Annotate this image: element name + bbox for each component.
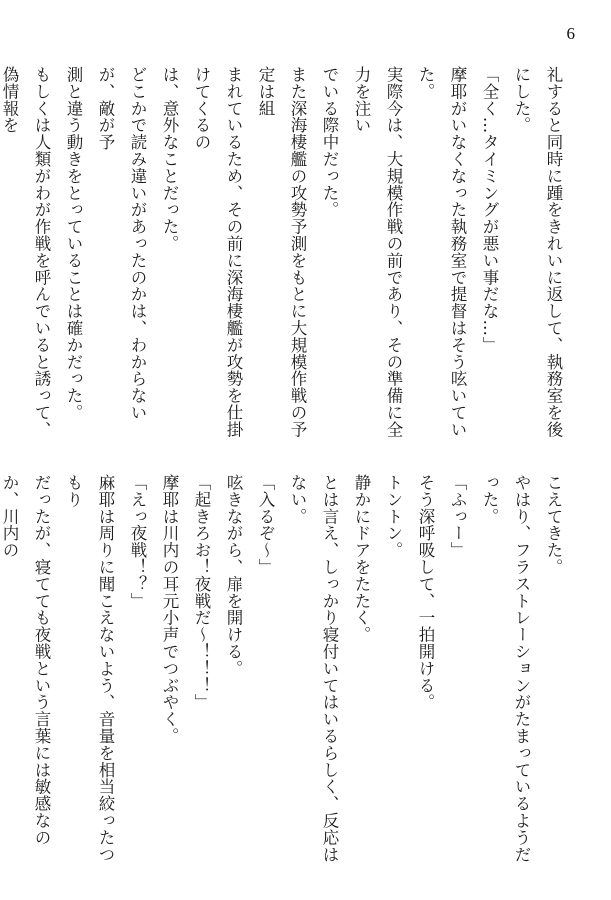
text-line: どこかで読み違いがあったのかは、わからないが、敵が予 bbox=[96, 66, 147, 421]
text-line: 「入るぞ～」 bbox=[256, 474, 275, 576]
text-line: でいる際中だった。 bbox=[320, 66, 339, 219]
lower-text-block bbox=[0, 474, 569, 874]
text-line: 「全く…タイミングが悪い事だな…」 bbox=[480, 66, 499, 354]
text-line: こえてきた。 bbox=[544, 474, 563, 576]
text-line: 実際今は、大規模作戦の前であり、その準備に全力を注い bbox=[352, 66, 403, 438]
upper-text-block bbox=[0, 66, 569, 440]
text-line: トントン。 bbox=[384, 474, 403, 559]
text-line: 「えっ夜戦！？」 bbox=[128, 474, 147, 610]
text-line: 測と違う動きをとっていることは確かだった。 bbox=[64, 66, 83, 421]
text-line: 「ふっー」 bbox=[448, 474, 467, 559]
text-line: まれているため、その前に深海棲艦が攻勢を仕掛けてくるの bbox=[192, 66, 243, 438]
text-line: 摩耶がいなくなった執務室で提督はそう呟いていた。 bbox=[416, 66, 467, 438]
text-line: 「起きろお！夜戦だ～！！！」 bbox=[192, 474, 211, 711]
text-line: やはり、フラストレーションがたまっているようだった。 bbox=[480, 474, 531, 863]
text-line: 呟きながら、扉を開ける。 bbox=[224, 474, 243, 677]
text-line: 麻耶は周りに聞こえないよう、音量を相当絞ったつもり bbox=[64, 474, 115, 863]
text-line: 礼すると同時に踵をきれいに返して、執務室を後にした。 bbox=[512, 66, 563, 438]
text-line: そう深呼吸して、一拍開ける。 bbox=[416, 474, 435, 711]
text-line: 静かにドアをたたく。 bbox=[352, 474, 371, 643]
text-line: 摩耶は川内の耳元小声でつぶやく。 bbox=[160, 474, 179, 745]
text-line: もしくは人類がわが作戦を呼んでいると誘って、偽情報を bbox=[0, 66, 51, 438]
page-number: 6 bbox=[566, 24, 575, 43]
text-line: だったが、寝てても夜戦という言葉には敏感なのか、川内の bbox=[0, 474, 51, 846]
text-line: また深海棲艦の攻勢予測をもとに大規模作戦の予定は組 bbox=[256, 66, 307, 438]
text-line: は、意外なことだった。 bbox=[160, 66, 179, 252]
text-line: とは言え、しっかり寝付いてはいるらしく、反応はない。 bbox=[288, 474, 339, 863]
